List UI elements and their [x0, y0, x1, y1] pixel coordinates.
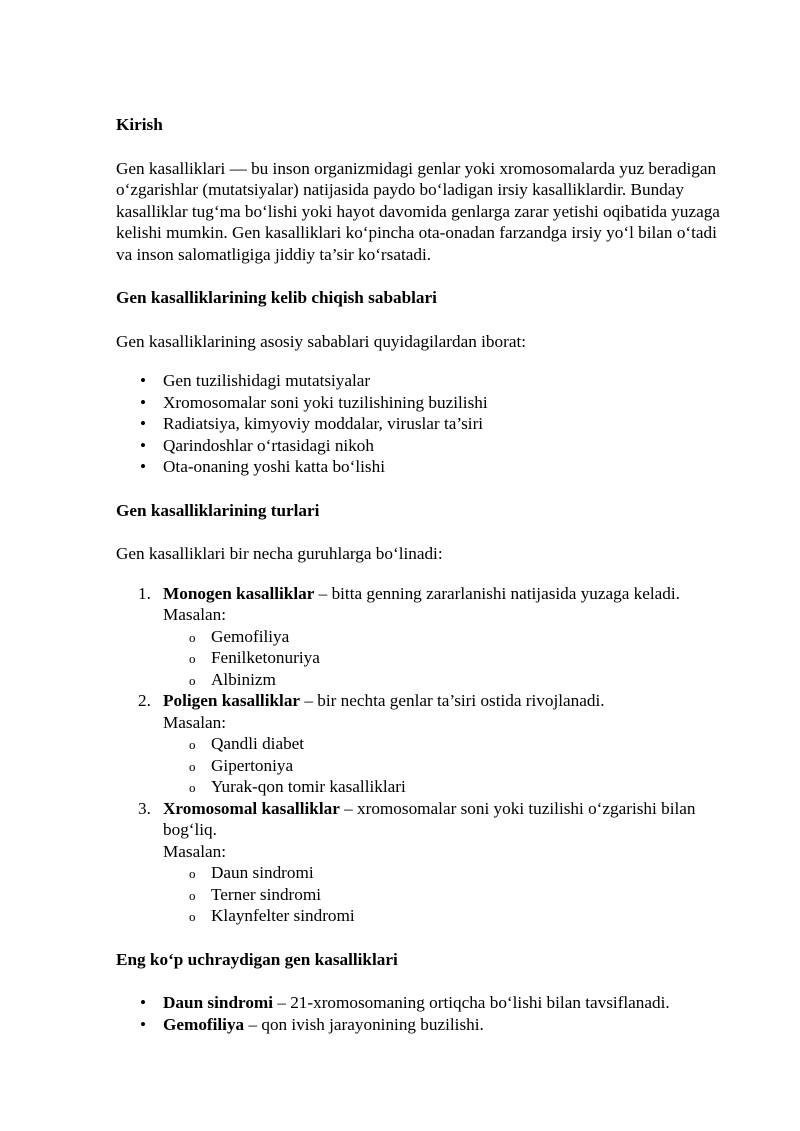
type-title: Xromosomal kasalliklar [163, 798, 340, 818]
disease-term: Gemofiliya [163, 1014, 245, 1034]
types-heading: Gen kasalliklarining turlari [116, 500, 320, 520]
example-item: o Fenilketonuriya [163, 647, 736, 669]
intro-paragraph: Gen kasalliklari — bu inson organizmidagi genlar yoki xromosomalarda yuz beradigan o‘zgarishlar (mutatsiyalar) natijasida paydo bo‘ladigan irsiy kasalliklardir. Bunday kasalliklar tug‘ma bo‘lishi yoki hayot davomida genlarga zarar yetishi oqibatida yuzaga kelishi mumkin. Gen kasalliklari ko‘pincha ota-onadan farzandga irsiy yo‘l bilan o‘tadi va inson salomatligiga jiddiy ta’sir ko‘rsatadi. [116, 158, 720, 264]
example-list [163, 733, 736, 798]
list-item [116, 1014, 736, 1036]
list-number: 1. [138, 583, 151, 603]
causes-heading: Gen kasalliklarining kelib chiqish sabablari [116, 288, 437, 307]
type-title: Poligen kasalliklar [163, 691, 301, 710]
disease-description: – 21-xromosomaning ortiqcha bo‘lishi bilan tavsiflanadi. [273, 993, 670, 1012]
example-list [163, 862, 736, 927]
example-item: o Gipertoniya [163, 755, 736, 777]
example-item: o Gemofiliya [163, 626, 736, 648]
example-list [163, 626, 736, 691]
causes-lead: Gen kasalliklarining asosiy sabablari quyidagilardan iborat: [116, 331, 526, 351]
example-label: Masalan: [163, 841, 227, 861]
example-item: o Daun sindromi [163, 862, 736, 884]
list-item: • Radiatsiya, kimyoviy moddalar, viruslar ta’siri [116, 413, 736, 435]
list-item: • Ota-onaning yoshi katta bo‘lishi [116, 456, 736, 478]
example-item: o Klaynfelter sindromi [163, 905, 736, 927]
type-group [116, 583, 736, 691]
intro-heading: Kirish [116, 115, 163, 134]
example-label: Masalan: [163, 712, 227, 732]
causes-list [116, 370, 736, 478]
type-group [116, 690, 736, 798]
list-item: • Xromosomalar soni yoki tuzilishining buzilishi [116, 392, 736, 414]
list-item: • Gen tuzilishidagi mutatsiyalar [116, 370, 736, 392]
disease-term: Daun sindromi [163, 993, 274, 1012]
list-item: • Qarindoshlar o‘rtasidagi nikoh [116, 435, 736, 457]
type-group [116, 798, 736, 927]
list-number: 3. [138, 798, 151, 818]
type-description: – bitta genning zararlanishi natijasida yuzaga keladi. [314, 583, 680, 603]
types-list [116, 583, 736, 927]
disease-description: – qon ivish jarayonining buzilishi. [244, 1014, 484, 1034]
example-item: o Yurak-qon tomir kasalliklari [163, 776, 736, 798]
example-item: o Terner sindromi [163, 884, 736, 906]
example-label: Masalan: [163, 605, 227, 624]
common-list [116, 992, 736, 1035]
types-lead: Gen kasalliklari bir necha guruhlarga bo‘linadi: [116, 544, 443, 563]
common-heading: Eng ko‘p uchraydigan gen kasalliklari [116, 949, 398, 969]
type-description: – xromosomalar soni yoki tuzilishi o‘zgarishi bilan bog‘liq. [163, 798, 696, 839]
example-item: o Albinizm [163, 669, 736, 691]
list-item [116, 992, 736, 1014]
example-item: o Qandli diabet [163, 733, 736, 755]
type-description: – bir nechta genlar ta’siri ostida rivojlanadi. [300, 691, 605, 710]
type-title: Monogen kasalliklar [163, 583, 315, 603]
list-number: 2. [138, 691, 151, 710]
document-page [116, 114, 736, 1035]
